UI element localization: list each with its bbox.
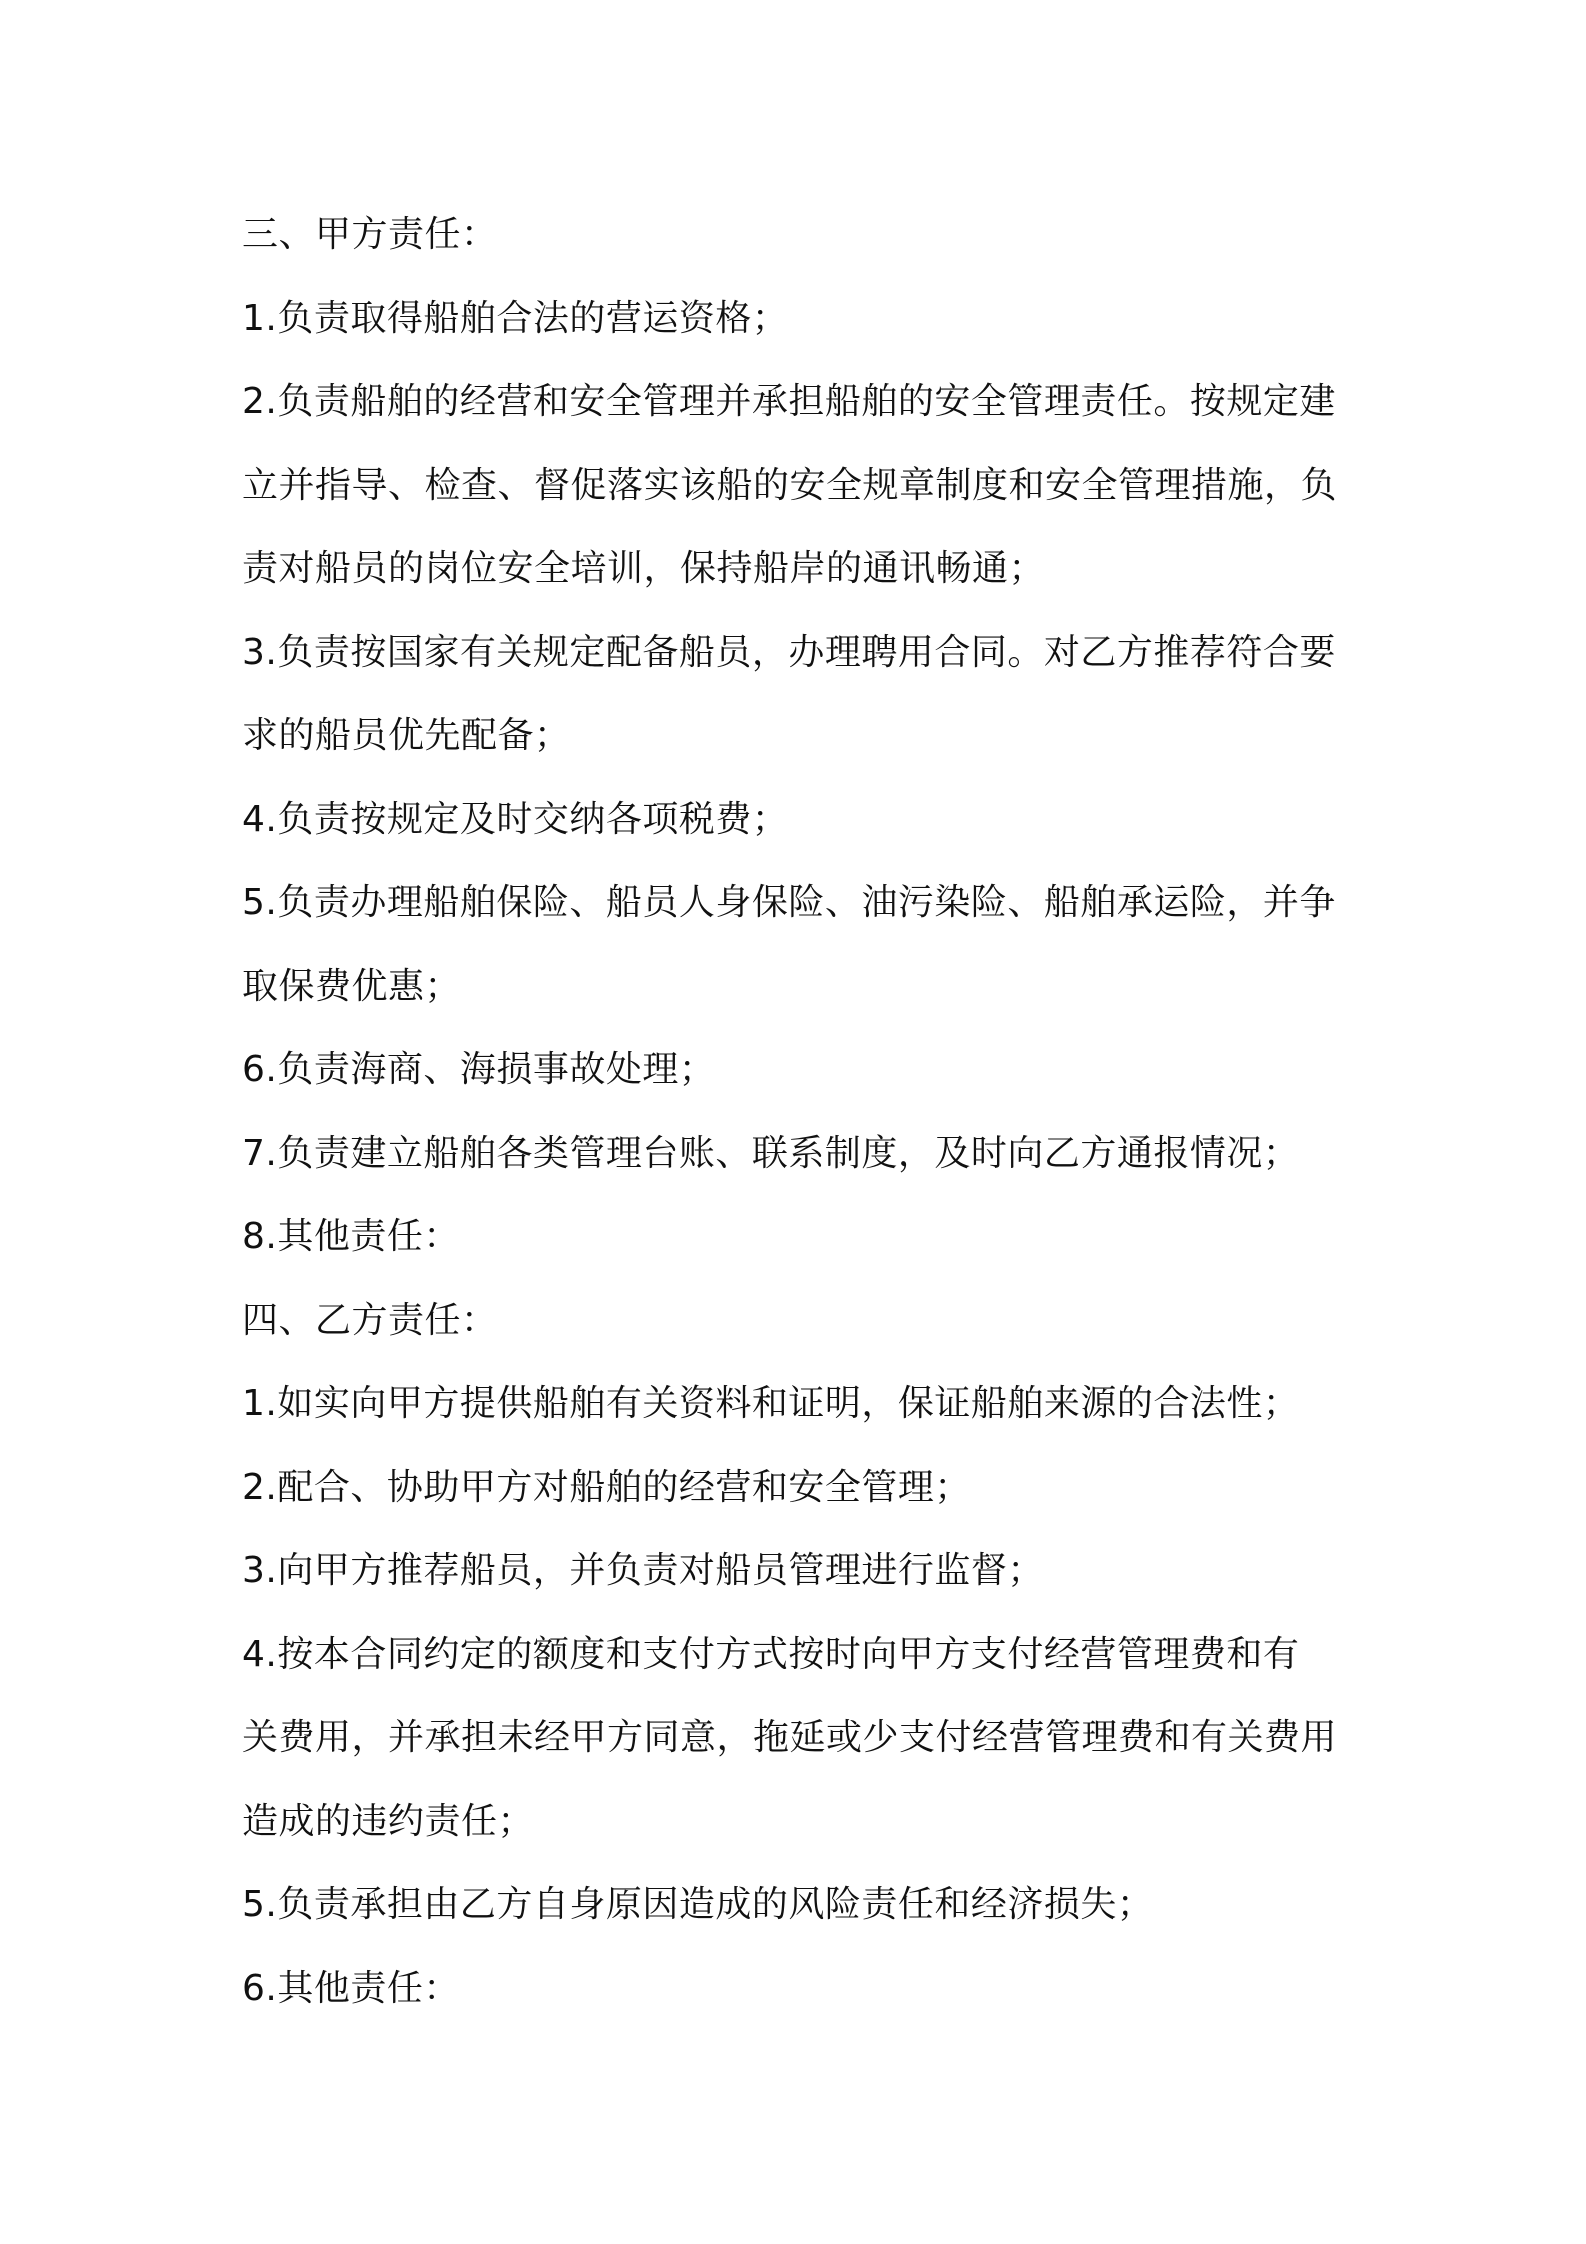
text-line: 6.负责海商、海损事故处理； xyxy=(242,1049,716,1090)
document-body xyxy=(242,193,1356,2030)
text-line: 7.负责建立船舶各类管理台账、联系制度，及时向乙方通报情况； xyxy=(242,1132,1300,1174)
text-line: 4.负责按规定及时交纳各项税费； xyxy=(242,798,789,840)
text-line: 1.如实向甲方提供船舶有关资料和证明，保证船舶来源的合法性； xyxy=(242,1383,1300,1424)
text-line: 立并指导、检查、督促落实该船的安全规章制度和安全管理措施，负 xyxy=(242,464,1338,506)
text-line: 3.向甲方推荐船员，并负责对船员管理进行监督； xyxy=(242,1550,1044,1591)
text-line: 2.配合、协助甲方对船舶的经营和安全管理； xyxy=(242,1466,971,1508)
text-line: 2.负责船舶的经营和安全管理并承担船舶的安全管理责任。按规定建 xyxy=(242,381,1336,422)
text-line: 5.负责办理船舶保险、船员人身保险、油污染险、船舶承运险，并争 xyxy=(242,882,1336,923)
text-line: 求的船员优先配备； xyxy=(242,715,571,756)
text-line: 8.其他责任： xyxy=(242,1216,460,1257)
section-heading-party-b: 四、乙方责任： xyxy=(242,1299,498,1341)
text-line: 4.按本合同约定的额度和支付方式按时向甲方支付经营管理费和有 xyxy=(242,1633,1300,1675)
text-line: 造成的违约责任； xyxy=(242,1800,535,1842)
section-heading-party-a: 三、甲方责任： xyxy=(242,214,498,255)
text-line: 关费用，并承担未经甲方同意，拖延或少支付经营管理费和有关费用 xyxy=(242,1717,1338,1758)
text-line: 1.负责取得船舶合法的营运资格； xyxy=(242,297,789,339)
text-line: 责对船员的岗位安全培训，保持船岸的通讯畅通； xyxy=(242,548,1046,589)
text-line: 5.负责承担由乙方自身原因造成的风险责任和经济损失； xyxy=(242,1884,1154,1925)
text-line: 取保费优惠； xyxy=(242,965,462,1007)
text-line: 3.负责按国家有关规定配备船员，办理聘用合同。对乙方推荐符合要 xyxy=(242,631,1336,673)
text-line: 6.其他责任： xyxy=(242,1967,460,2009)
